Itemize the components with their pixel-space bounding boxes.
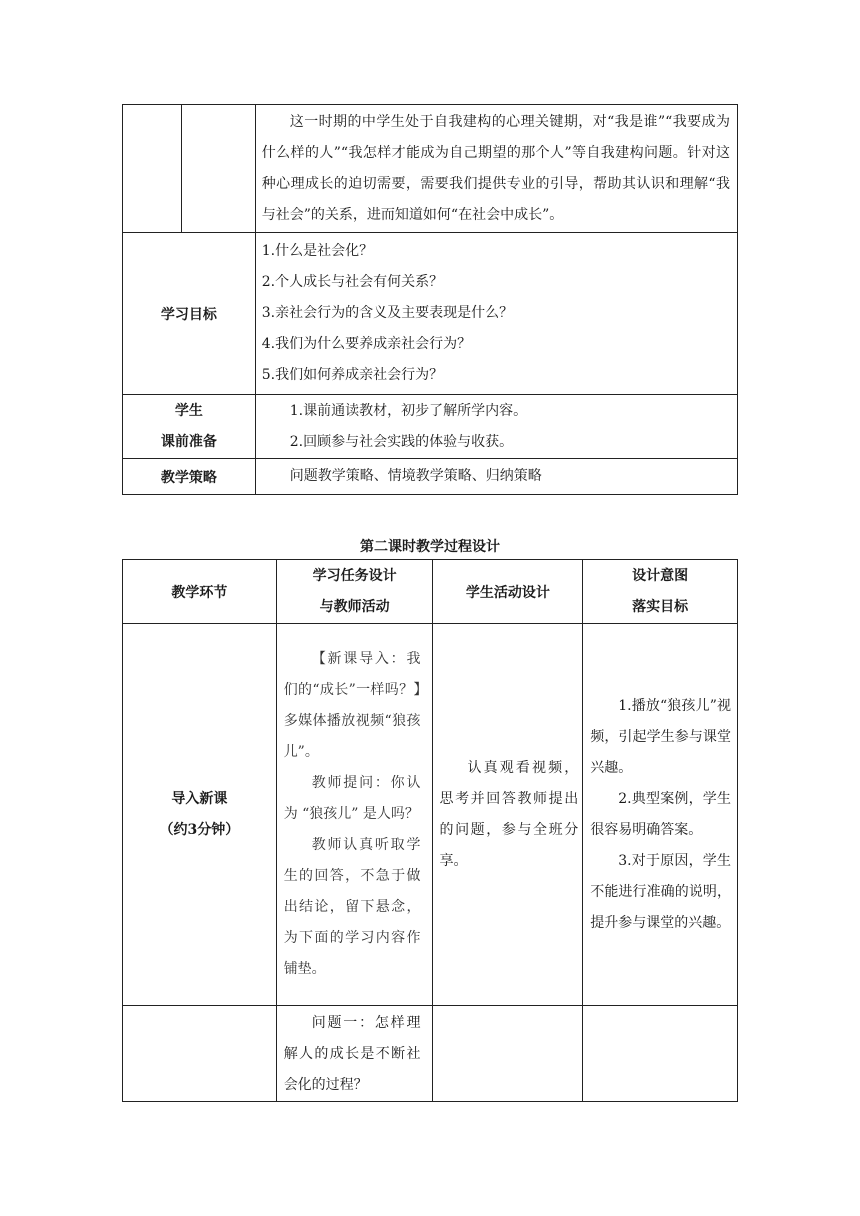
goal-item: 3.亲社会行为的含义及主要表现是什么？: [261, 305, 514, 321]
goal-item: 1.什么是社会化？: [261, 243, 374, 259]
header-task: [276, 560, 433, 624]
prep-label-line1: 学生: [174, 402, 203, 419]
goal-item: 4.我们为什么要养成亲社会行为？: [261, 336, 472, 352]
header-task-line2: 与教师活动: [319, 598, 390, 615]
student-cell: [433, 624, 583, 1006]
intro-cell: [255, 105, 737, 233]
goal-item: 2.个人成长与社会有何关系？: [261, 274, 444, 290]
goals-row: [123, 233, 738, 395]
question-row: [123, 1006, 738, 1102]
header-intent: [583, 560, 738, 624]
goals-cell: [255, 233, 737, 395]
intent-paragraph: 1.播放“狼孩儿”视频，引起学生参与课堂兴趣。: [590, 697, 731, 776]
prep-label-line2: 课前准备: [160, 433, 217, 450]
task-cell: [276, 624, 433, 1006]
empty-cell: [181, 105, 255, 233]
strategy-label: 教学策略: [123, 459, 256, 495]
intent-paragraph: 2.典型案例，学生很容易明确答案。: [590, 790, 731, 838]
prep-item: 2.回顾参与社会实践的体验与收获。: [289, 433, 514, 450]
empty-cell: [583, 1006, 738, 1102]
empty-cell: [433, 1006, 583, 1102]
prep-row: [123, 395, 738, 459]
header-row: [123, 560, 738, 624]
strategy-row: [123, 459, 738, 495]
intro-table: [122, 104, 738, 495]
intro-row: [123, 105, 738, 233]
intent-paragraph: 3.对于原因，学生不能进行准确的说明，提升参与课堂的兴趣。: [590, 852, 731, 931]
goal-item: 5.我们如何养成亲社会行为？: [261, 367, 444, 383]
intro-text: 这一时期的中学生处于自我建构的心理关键期，对“我是谁”“我要成为什么样的人”“我怎样才能成为自己期望的那个人”等自我建构问题。针对这种心理成长的迫切需要，需要我们提供专业的引导，帮助其认识和理解“我与社会”的关系，进而知道如何“在社会中成长”。: [261, 113, 730, 223]
header-task-line1: 学习任务设计: [312, 567, 397, 584]
prep-label-cell: [123, 395, 256, 459]
intent-cell: [583, 624, 738, 1006]
goals-label: 学习目标: [123, 233, 256, 395]
header-stage: 教学环节: [123, 560, 277, 624]
student-activity: 认真观看视频，思考并回答教师提出的问题，参与全班分享。: [439, 759, 579, 869]
question-cell: [276, 1006, 433, 1102]
header-intent-line2: 落实目标: [632, 598, 689, 615]
strategy-cell: [255, 459, 737, 495]
task-paragraph: 教师提问：你认为 “狼孩儿” 是人吗？: [283, 775, 421, 822]
header-student: 学生活动设计: [433, 560, 583, 624]
section-caption: 第二课时教学过程设计: [360, 539, 500, 555]
strategy-text: 问题教学策略、情境教学策略、归纳策略: [289, 468, 542, 484]
task-paragraph: 【新课导入：我们的“成长”一样吗？】多媒体播放视频“狼孩儿”。: [283, 651, 421, 760]
stage-cell: [123, 624, 277, 1006]
stage-duration: （约3分钟）: [159, 821, 240, 838]
task-paragraph: 教师认真听取学生的回答，不急于做出结论，留下悬念，为下面的学习内容作铺垫。: [283, 837, 421, 977]
empty-cell: [123, 105, 182, 233]
question-text: 问题一：怎样理解人的成长是不断社会化的过程？: [283, 1015, 421, 1093]
intro-lesson-row: [123, 624, 738, 1006]
header-intent-line1: 设计意图: [632, 567, 689, 584]
empty-cell: [123, 1006, 277, 1102]
stage-name: 导入新课: [171, 790, 228, 807]
prep-cell: [255, 395, 737, 459]
process-table: [122, 559, 738, 1102]
prep-item: 1.课前通读教材，初步了解所学内容。: [289, 402, 528, 419]
